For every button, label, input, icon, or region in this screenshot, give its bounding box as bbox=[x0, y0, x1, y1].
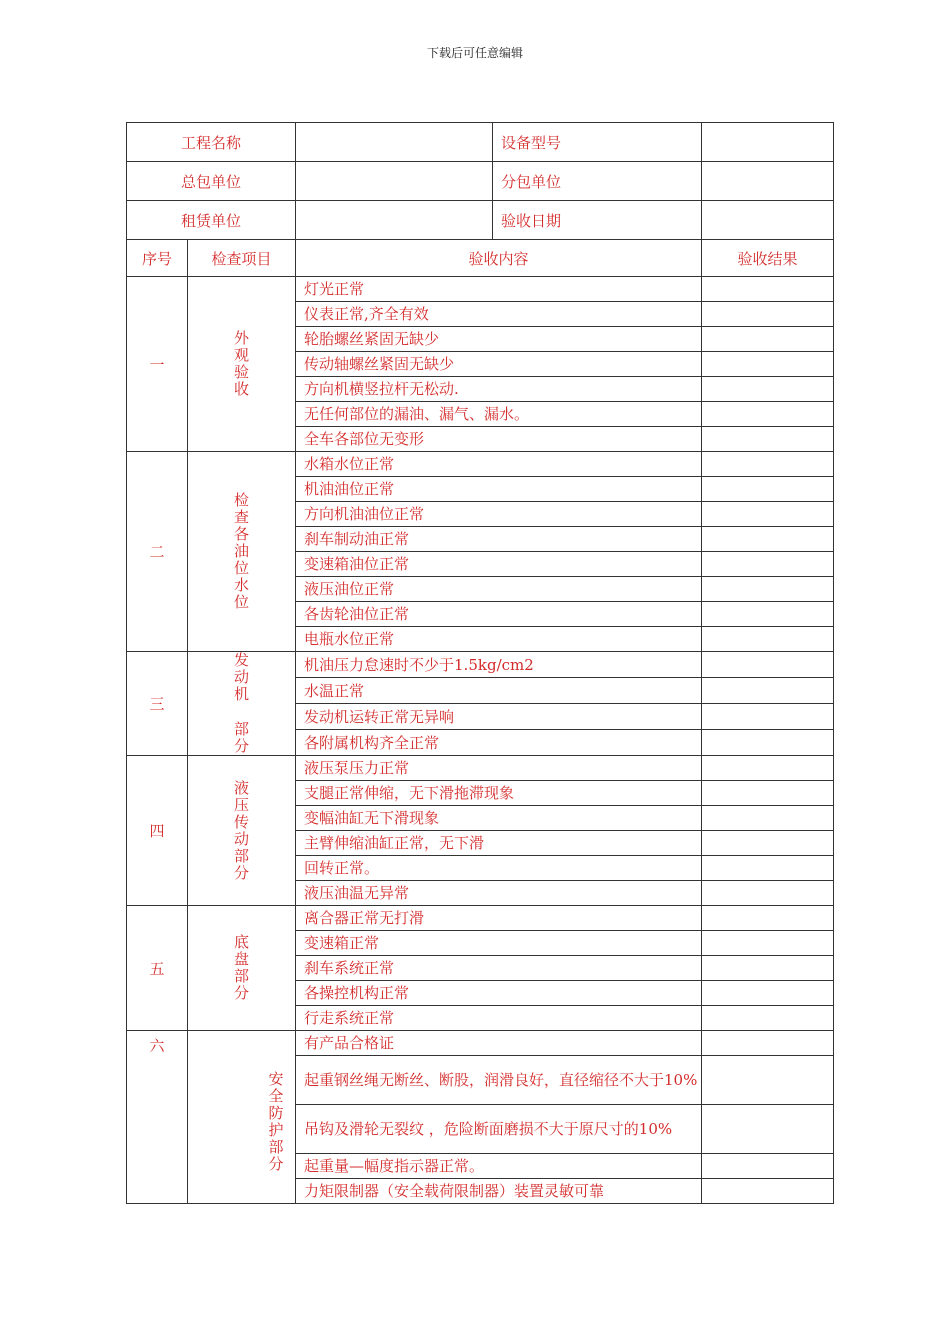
result-cell[interactable] bbox=[702, 627, 834, 652]
subcontractor-label: 分包单位 bbox=[493, 162, 702, 201]
result-cell[interactable] bbox=[702, 756, 834, 781]
inspection-item: 变幅油缸无下滑现象 bbox=[296, 806, 702, 831]
result-cell[interactable] bbox=[702, 502, 834, 527]
section-category-label: 发动机 部分 bbox=[233, 651, 249, 755]
inspection-item: 机油油位正常 bbox=[296, 477, 702, 502]
result-cell[interactable] bbox=[702, 730, 834, 756]
inspection-item: 水温正常 bbox=[296, 678, 702, 704]
section-category bbox=[188, 906, 296, 1031]
result-cell[interactable] bbox=[702, 602, 834, 627]
inspection-item: 变速箱油位正常 bbox=[296, 552, 702, 577]
result-cell[interactable] bbox=[702, 856, 834, 881]
leasing-unit-field[interactable] bbox=[296, 201, 493, 240]
inspection-item: 水箱水位正常 bbox=[296, 452, 702, 477]
inspection-item: 方向机横竖拉杆无松动. bbox=[296, 377, 702, 402]
result-cell[interactable] bbox=[702, 1179, 834, 1204]
inspection-item: 各附属机构齐全正常 bbox=[296, 730, 702, 756]
section-category-label: 检查各油位水位 bbox=[233, 491, 249, 611]
info-row-3 bbox=[127, 201, 834, 240]
general-contractor-label: 总包单位 bbox=[127, 162, 296, 201]
result-cell[interactable] bbox=[702, 377, 834, 402]
leasing-unit-label: 租赁单位 bbox=[127, 201, 296, 240]
column-result: 验收结果 bbox=[702, 240, 834, 277]
inspection-item: 发动机运转正常无异响 bbox=[296, 704, 702, 730]
result-cell[interactable] bbox=[702, 327, 834, 352]
acceptance-date-field[interactable] bbox=[702, 201, 834, 240]
result-cell[interactable] bbox=[702, 552, 834, 577]
table-row bbox=[127, 1031, 834, 1056]
result-cell[interactable] bbox=[702, 956, 834, 981]
inspection-item: 无任何部位的漏油、漏气、漏水。 bbox=[296, 402, 702, 427]
inspection-item: 液压泵压力正常 bbox=[296, 756, 702, 781]
column-item: 检查项目 bbox=[188, 240, 296, 277]
page-header: 下载后可任意编辑 bbox=[426, 46, 523, 60]
project-name-label: 工程名称 bbox=[127, 123, 296, 162]
result-cell[interactable] bbox=[702, 1056, 834, 1105]
result-cell[interactable] bbox=[702, 1006, 834, 1031]
result-cell[interactable] bbox=[702, 881, 834, 906]
inspection-item: 机油压力怠速时不少于1.5kg/cm2 bbox=[296, 652, 702, 678]
result-cell[interactable] bbox=[702, 577, 834, 602]
section-number: 一 bbox=[127, 277, 188, 452]
section-category-label: 外观验收 bbox=[233, 329, 249, 398]
inspection-item: 回转正常。 bbox=[296, 856, 702, 881]
result-cell[interactable] bbox=[702, 831, 834, 856]
inspection-item: 灯光正常 bbox=[296, 277, 702, 302]
result-cell[interactable] bbox=[702, 1105, 834, 1154]
project-name-field[interactable] bbox=[296, 123, 493, 162]
result-cell[interactable] bbox=[702, 781, 834, 806]
column-seq: 序号 bbox=[127, 240, 188, 277]
result-cell[interactable] bbox=[702, 527, 834, 552]
inspection-item: 方向机油油位正常 bbox=[296, 502, 702, 527]
result-cell[interactable] bbox=[702, 402, 834, 427]
section-number: 三 bbox=[127, 652, 188, 756]
acceptance-date-label: 验收日期 bbox=[493, 201, 702, 240]
inspection-item: 变速箱正常 bbox=[296, 931, 702, 956]
inspection-item: 行走系统正常 bbox=[296, 1006, 702, 1031]
section-category-label: 安全防护部分 bbox=[268, 1070, 284, 1173]
inspection-item: 力矩限制器（安全载荷限制器）装置灵敏可靠 bbox=[296, 1179, 702, 1204]
result-cell[interactable] bbox=[702, 678, 834, 704]
inspection-item: 离合器正常无打滑 bbox=[296, 906, 702, 931]
section-number: 四 bbox=[127, 756, 188, 906]
info-row-1 bbox=[127, 123, 834, 162]
result-cell[interactable] bbox=[702, 277, 834, 302]
section-category bbox=[188, 1031, 296, 1204]
result-cell[interactable] bbox=[702, 427, 834, 452]
inspection-item: 传动轴螺丝紧固无缺少 bbox=[296, 352, 702, 377]
result-cell[interactable] bbox=[702, 302, 834, 327]
inspection-item: 全车各部位无变形 bbox=[296, 427, 702, 452]
result-cell[interactable] bbox=[702, 981, 834, 1006]
table-row bbox=[127, 277, 834, 302]
subcontractor-field[interactable] bbox=[702, 162, 834, 201]
result-cell[interactable] bbox=[702, 1154, 834, 1179]
inspection-item: 起重钢丝绳无断丝、断股，润滑良好，直径缩径不大于10% bbox=[296, 1056, 702, 1105]
table-row bbox=[127, 652, 834, 678]
inspection-item: 吊钩及滑轮无裂纹 ，危险断面磨损不大于原尺寸的10% bbox=[296, 1105, 702, 1154]
section-category bbox=[188, 277, 296, 452]
inspection-item: 有产品合格证 bbox=[296, 1031, 702, 1056]
general-contractor-field[interactable] bbox=[296, 162, 493, 201]
result-cell[interactable] bbox=[702, 806, 834, 831]
section-category bbox=[188, 452, 296, 652]
section-category bbox=[188, 756, 296, 906]
inspection-item: 刹车制动油正常 bbox=[296, 527, 702, 552]
section-number: 五 bbox=[127, 906, 188, 1031]
section-category bbox=[188, 652, 296, 756]
inspection-item: 轮胎螺丝紧固无缺少 bbox=[296, 327, 702, 352]
inspection-item: 液压油位正常 bbox=[296, 577, 702, 602]
inspection-item: 电瓶水位正常 bbox=[296, 627, 702, 652]
inspection-item: 起重量—幅度指示器正常。 bbox=[296, 1154, 702, 1179]
result-cell[interactable] bbox=[702, 704, 834, 730]
result-cell[interactable] bbox=[702, 477, 834, 502]
info-row-2 bbox=[127, 162, 834, 201]
inspection-item: 刹车系统正常 bbox=[296, 956, 702, 981]
section-number: 六 bbox=[127, 1031, 188, 1204]
inspection-item: 各齿轮油位正常 bbox=[296, 602, 702, 627]
equipment-model-field[interactable] bbox=[702, 123, 834, 162]
equipment-model-label: 设备型号 bbox=[493, 123, 702, 162]
result-cell[interactable] bbox=[702, 1031, 834, 1056]
table-row bbox=[127, 756, 834, 781]
column-content: 验收内容 bbox=[296, 240, 702, 277]
result-cell[interactable] bbox=[702, 452, 834, 477]
table-row bbox=[127, 452, 834, 477]
table-row bbox=[127, 906, 834, 931]
section-category-label: 底盘部分 bbox=[233, 933, 249, 1002]
inspection-item: 主臂伸缩油缸正常，无下滑 bbox=[296, 831, 702, 856]
result-cell[interactable] bbox=[702, 906, 834, 931]
section-category-label: 液压传动部分 bbox=[233, 778, 249, 882]
inspection-item: 各操控机构正常 bbox=[296, 981, 702, 1006]
result-cell[interactable] bbox=[702, 931, 834, 956]
section-number: 二 bbox=[127, 452, 188, 652]
result-cell[interactable] bbox=[702, 652, 834, 678]
result-cell[interactable] bbox=[702, 352, 834, 377]
inspection-item: 仪表正常,齐全有效 bbox=[296, 302, 702, 327]
acceptance-form-table bbox=[126, 122, 834, 1204]
column-header-row bbox=[127, 240, 834, 277]
inspection-item: 支腿正常伸缩，无下滑拖滞现象 bbox=[296, 781, 702, 806]
inspection-item: 液压油温无异常 bbox=[296, 881, 702, 906]
